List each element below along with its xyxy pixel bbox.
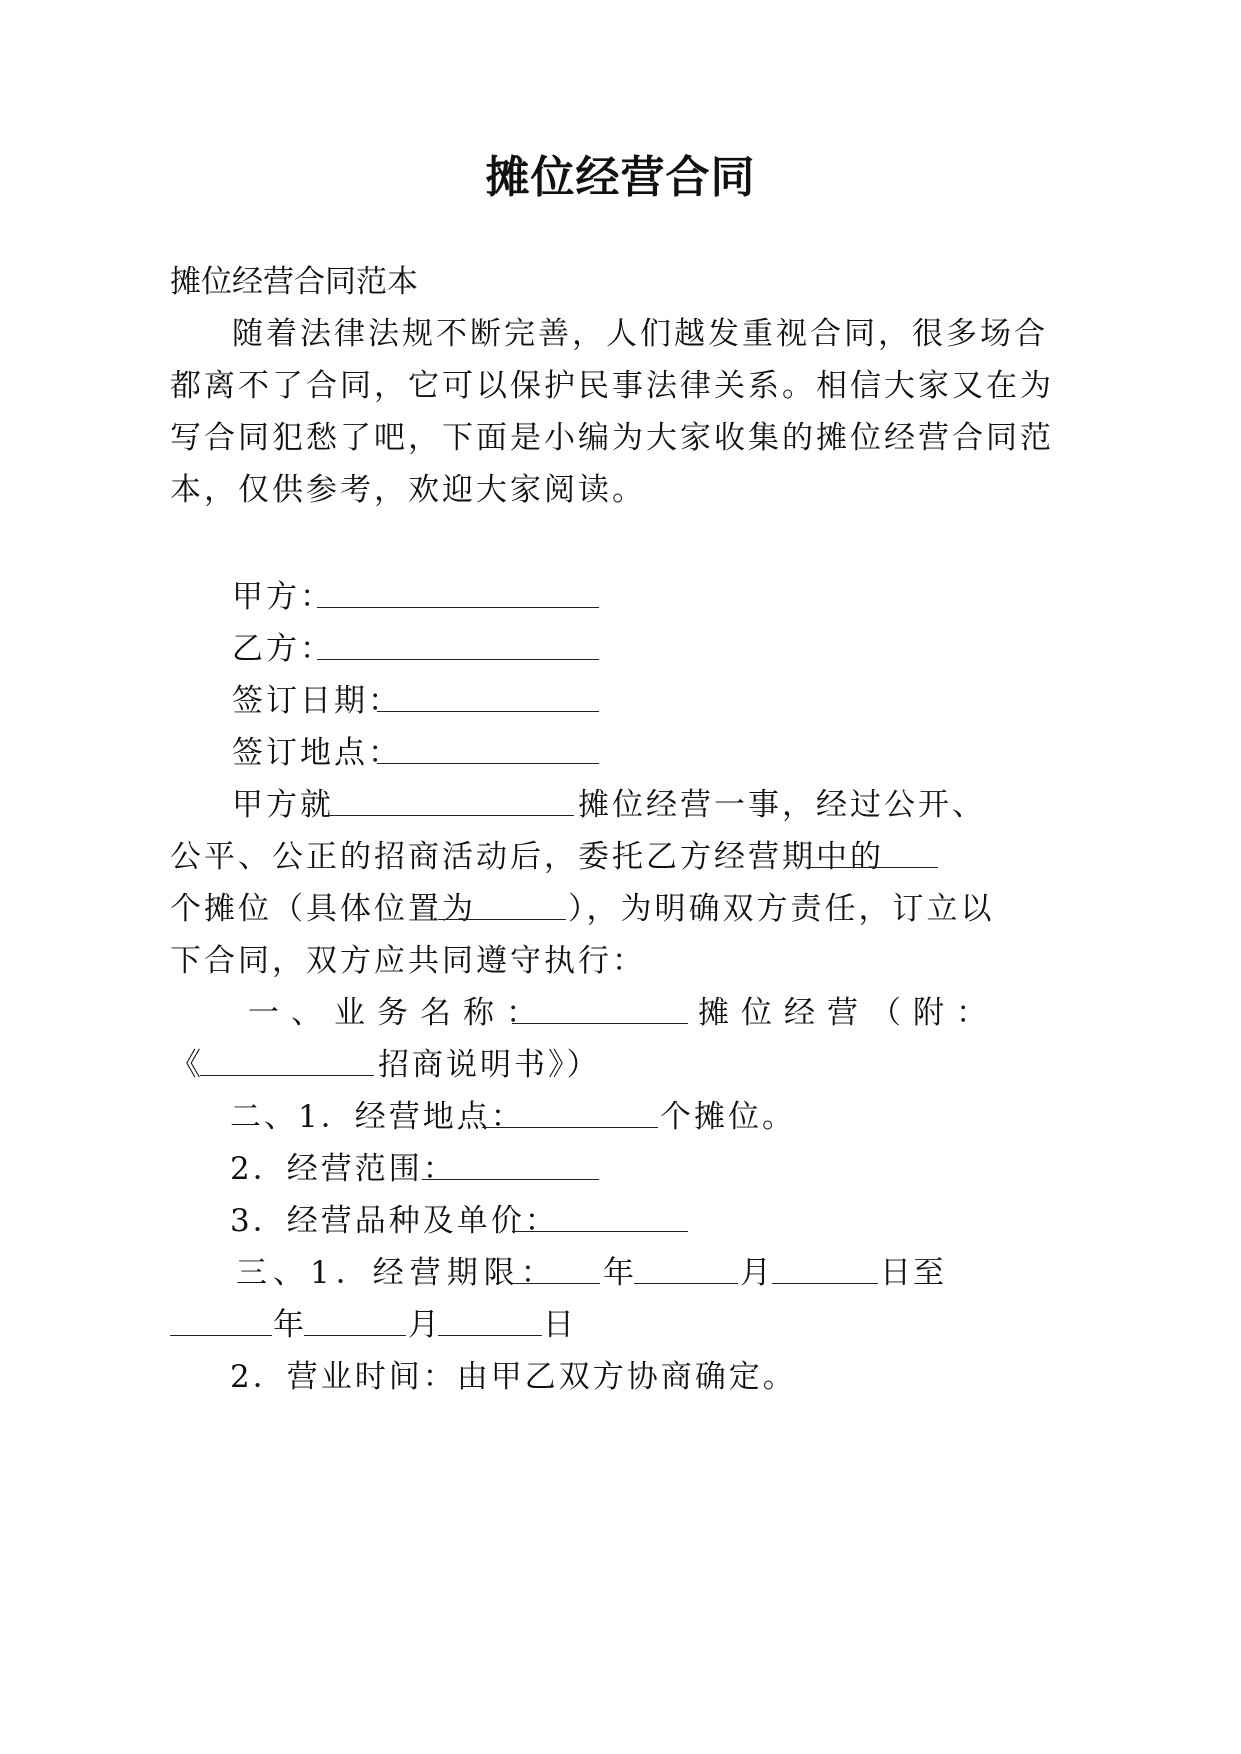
clause-3b-day: 日 — [543, 1307, 574, 1343]
clause-1b-end: 招商说明书》） — [378, 1047, 601, 1083]
clause-1-blank — [512, 1023, 688, 1024]
preamble-line-2 — [0, 835, 1241, 879]
intro-line-2 — [0, 364, 1241, 408]
clause-3-label: 三、1．经营期限： — [236, 1255, 558, 1291]
intro-text-3: 写合同犯愁了吧，下面是小编为大家收集的摊位经营合同范 — [170, 420, 1054, 456]
clause-3-2-line — [0, 1355, 1241, 1399]
clause-3b-blank-month — [304, 1335, 406, 1336]
subtitle-line — [0, 260, 1241, 304]
clause-3-month: 月 — [740, 1255, 771, 1291]
clause-2-3-line — [0, 1199, 1241, 1243]
clause-2-label: 二、1．经营地点： — [230, 1099, 525, 1135]
sign-place-blank — [377, 763, 599, 764]
sign-date-line — [0, 679, 1241, 723]
clause-3-blank-month — [634, 1283, 738, 1284]
clause-3-blank-day — [772, 1283, 878, 1284]
clause-1-line — [0, 991, 1241, 1035]
clause-1b-blank — [200, 1075, 374, 1076]
intro-text-1: 随着法律法规不断完善，人们越发重视合同，很多场合 — [232, 316, 1048, 352]
clause-2-3-label: 3．经营品种及单价： — [230, 1203, 559, 1239]
clause-3-day-to: 日至 — [880, 1255, 946, 1291]
sign-date-blank — [377, 711, 599, 712]
clause-2-3-blank — [512, 1231, 688, 1232]
clause-3-year: 年 — [603, 1255, 634, 1291]
document-subtitle: 摊位经营合同范本 — [170, 264, 418, 300]
preamble-text-3-end: ），为明确双方责任，订立以 — [568, 891, 995, 927]
party-b-line — [0, 627, 1241, 671]
clause-2-blank — [482, 1127, 658, 1128]
party-a-blank — [317, 607, 599, 608]
sign-date-label: 签订日期： — [232, 683, 402, 719]
clause-2-2-blank — [422, 1179, 599, 1180]
sign-place-label: 签订地点： — [232, 735, 402, 771]
preamble-blank-1 — [322, 815, 574, 816]
party-a-line — [0, 575, 1241, 619]
intro-line-3 — [0, 416, 1241, 460]
preamble-line-4 — [0, 939, 1241, 983]
preamble-text-3-start: 个摊位（具体位置为 — [170, 891, 476, 927]
clause-3b-year: 年 — [273, 1307, 304, 1343]
preamble-blank-3 — [438, 919, 566, 920]
sign-place-line — [0, 731, 1241, 775]
clause-3b-line — [0, 1303, 1241, 1347]
clause-1b-line — [0, 1043, 1241, 1087]
party-b-label: 乙方： — [232, 631, 334, 667]
preamble-line-3 — [0, 887, 1241, 931]
clause-3b-blank-day — [438, 1335, 542, 1336]
clause-1-mid: 摊位经营（附： — [698, 995, 999, 1031]
intro-text-4: 本，仅供参考，欢迎大家阅读。 — [170, 472, 646, 508]
document-title: 摊位经营合同 — [485, 152, 756, 203]
intro-text-2: 都离不了合同，它可以保护民事法律关系。相信大家又在为 — [170, 368, 1054, 404]
party-b-blank — [317, 659, 599, 660]
preamble-blank-2 — [806, 867, 938, 868]
clause-3b-blank-year — [170, 1335, 272, 1336]
intro-line-1 — [0, 312, 1241, 356]
preamble-text-4: 下合同，双方应共同遵守执行： — [170, 943, 646, 979]
clause-2-2-line — [0, 1147, 1241, 1191]
preamble-start: 甲方就 — [232, 787, 334, 823]
preamble-end: 摊位经营一事，经过公开、 — [578, 787, 986, 823]
preamble-line-1 — [0, 783, 1241, 827]
preamble-text-2: 公平、公正的招商活动后，委托乙方经营期中的 — [170, 839, 884, 875]
clause-3b-month: 月 — [408, 1307, 439, 1343]
party-a-label: 甲方： — [232, 579, 334, 615]
clause-3-2-text: 2．营业时间：由甲乙双方协商确定。 — [230, 1359, 797, 1395]
intro-line-4 — [0, 468, 1241, 512]
clause-2-2-label: 2．经营范围： — [230, 1151, 457, 1187]
clause-3-blank-year — [510, 1283, 600, 1284]
clause-2-line — [0, 1095, 1241, 1139]
clause-3-line — [0, 1251, 1241, 1295]
clause-2-end: 个摊位。 — [660, 1099, 796, 1135]
clause-1-label: 一、业务名称： — [248, 995, 549, 1031]
clause-1b-start: 《 — [170, 1047, 201, 1083]
